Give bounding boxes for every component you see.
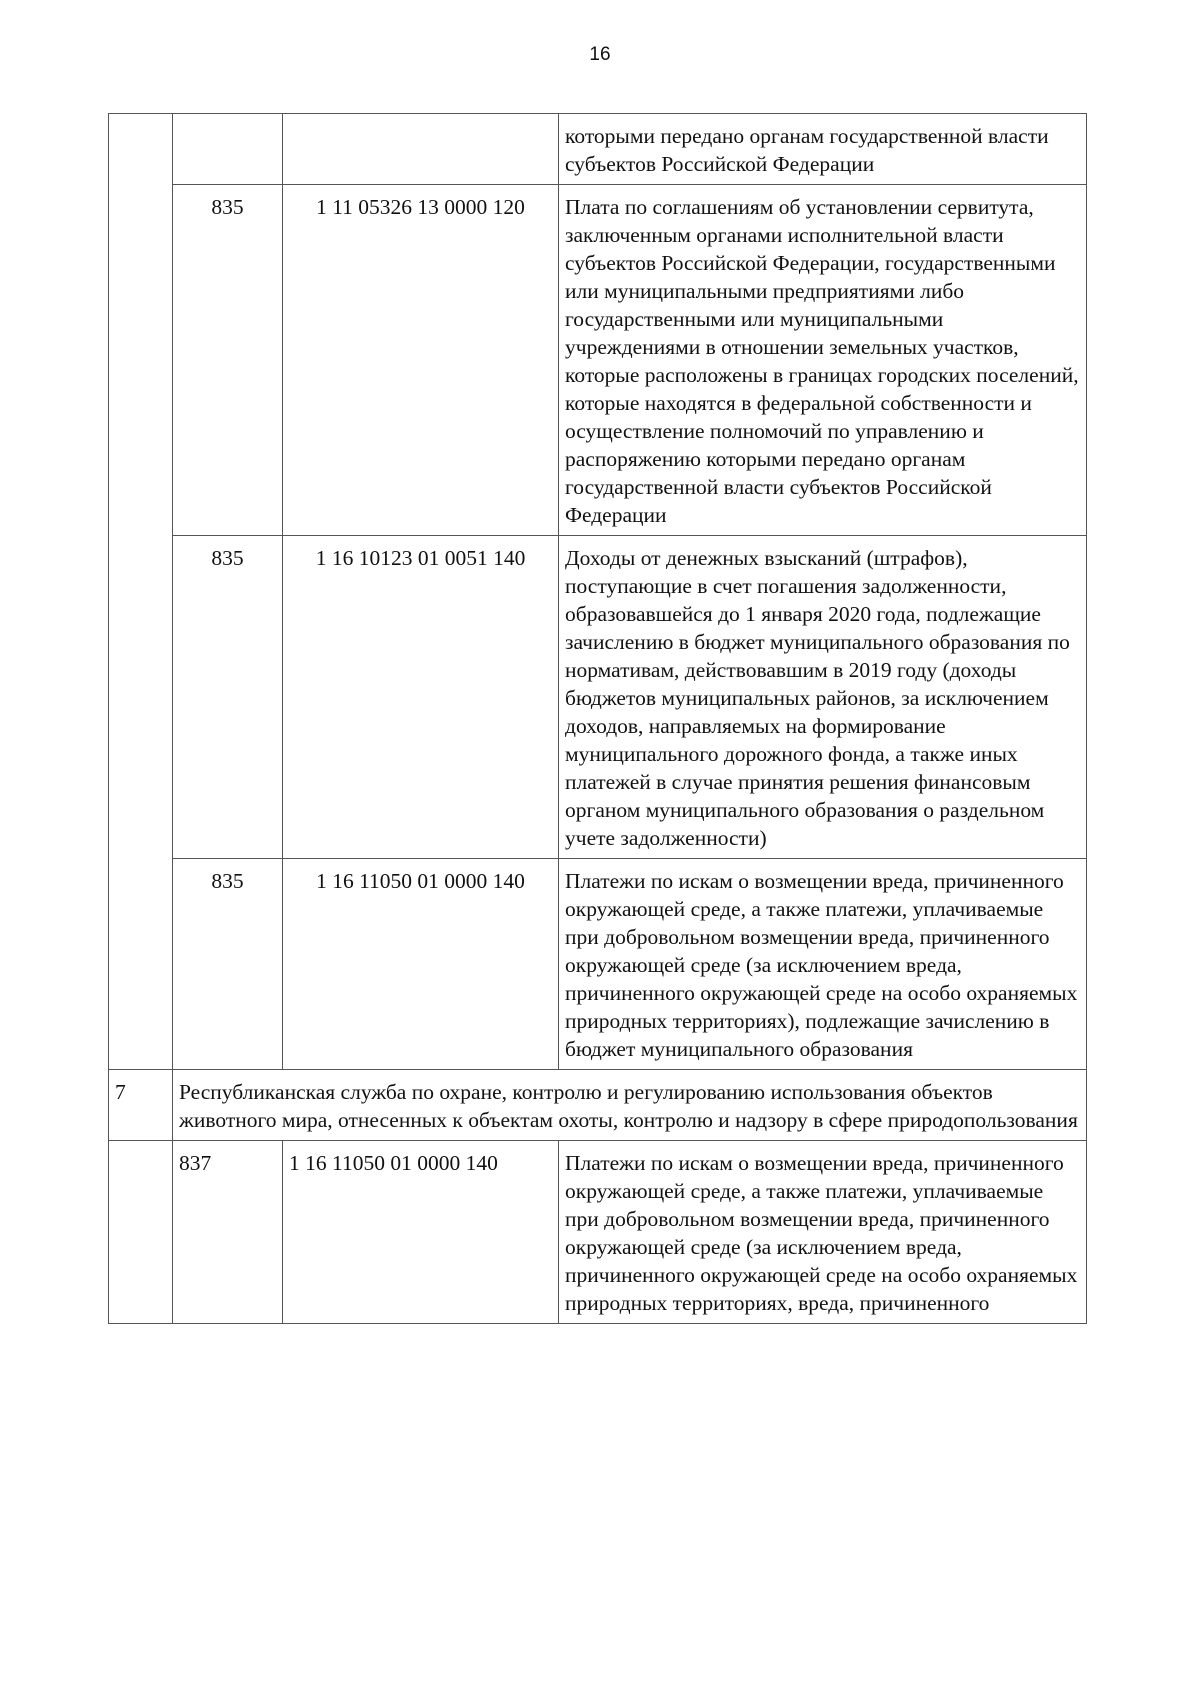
table-row <box>109 859 1087 1070</box>
budget-code-cell: 1 11 05326 13 0000 120 <box>283 185 559 536</box>
budget-code-cell <box>283 114 559 185</box>
description-cell: которыми передано органам государственной власти субъектов Российской Федерации <box>559 114 1087 185</box>
organization-row <box>109 1070 1087 1141</box>
description-cell: Платежи по искам о возмещении вреда, причиненного окружающей среде, а также платежи, уплачиваемые при добровольном возмещении вреда, причиненного окружающей среде (за исключением вреда, причиненного окружающей среде на особо охраняемых природных территориях), подлежащие зачислению в бюджет муниципального образования <box>559 859 1087 1070</box>
income-codes-table <box>108 113 1087 1324</box>
admin-code-cell: 837 <box>173 1141 283 1324</box>
admin-code-cell: 835 <box>173 536 283 859</box>
budget-code-cell: 1 16 11050 01 0000 140 <box>283 859 559 1070</box>
admin-code-cell <box>173 114 283 185</box>
row-number-cell <box>109 1141 173 1324</box>
row-number-cell: 7 <box>109 1070 173 1141</box>
row-number-cell <box>109 114 173 1070</box>
organization-name-cell: Республиканская служба по охране, контролю и регулированию использования объектов животного мира, отнесенных к объектам охоты, контролю и надзору в сфере природопользования <box>173 1070 1087 1141</box>
budget-code-cell: 1 16 10123 01 0051 140 <box>283 536 559 859</box>
description-cell: Платежи по искам о возмещении вреда, причиненного окружающей среде, а также платежи, уплачиваемые при добровольном возмещении вреда, причиненного окружающей среде (за исключением вреда, причиненного окружающей среде на особо охраняемых природных территориях, вреда, причиненного <box>559 1141 1087 1324</box>
admin-code-cell: 835 <box>173 859 283 1070</box>
budget-code-cell: 1 16 11050 01 0000 140 <box>283 1141 559 1324</box>
table-row <box>109 1141 1087 1324</box>
admin-code-cell: 835 <box>173 185 283 536</box>
table-row <box>109 114 1087 185</box>
description-cell: Плата по соглашениям об установлении сервитута, заключенным органами исполнительной власти субъектов Российской Федерации, государственными или муниципальными предприятиями либо государственными или муниципальными учреждениями в отношении земельных участков, которые расположены в границах городских поселений, которые находятся в федеральной собственности и осуществление полномочий по управлению и распоряжению которыми передано органам государственной власти субъектов Российской Федерации <box>559 185 1087 536</box>
table-row <box>109 536 1087 859</box>
description-cell: Доходы от денежных взысканий (штрафов), поступающие в счет погашения задолженности, образовавшейся до 1 января 2020 года, подлежащие зачислению в бюджет муниципального образования по нормативам, действовавшим в 2019 году (доходы бюджетов муниципальных районов, за исключением доходов, направляемых на формирование муниципального дорожного фонда, а также иных платежей в случае принятия решения финансовым органом муниципального образования о раздельном учете задолженности) <box>559 536 1087 859</box>
page-number: 16 <box>589 44 611 65</box>
table-row <box>109 185 1087 536</box>
